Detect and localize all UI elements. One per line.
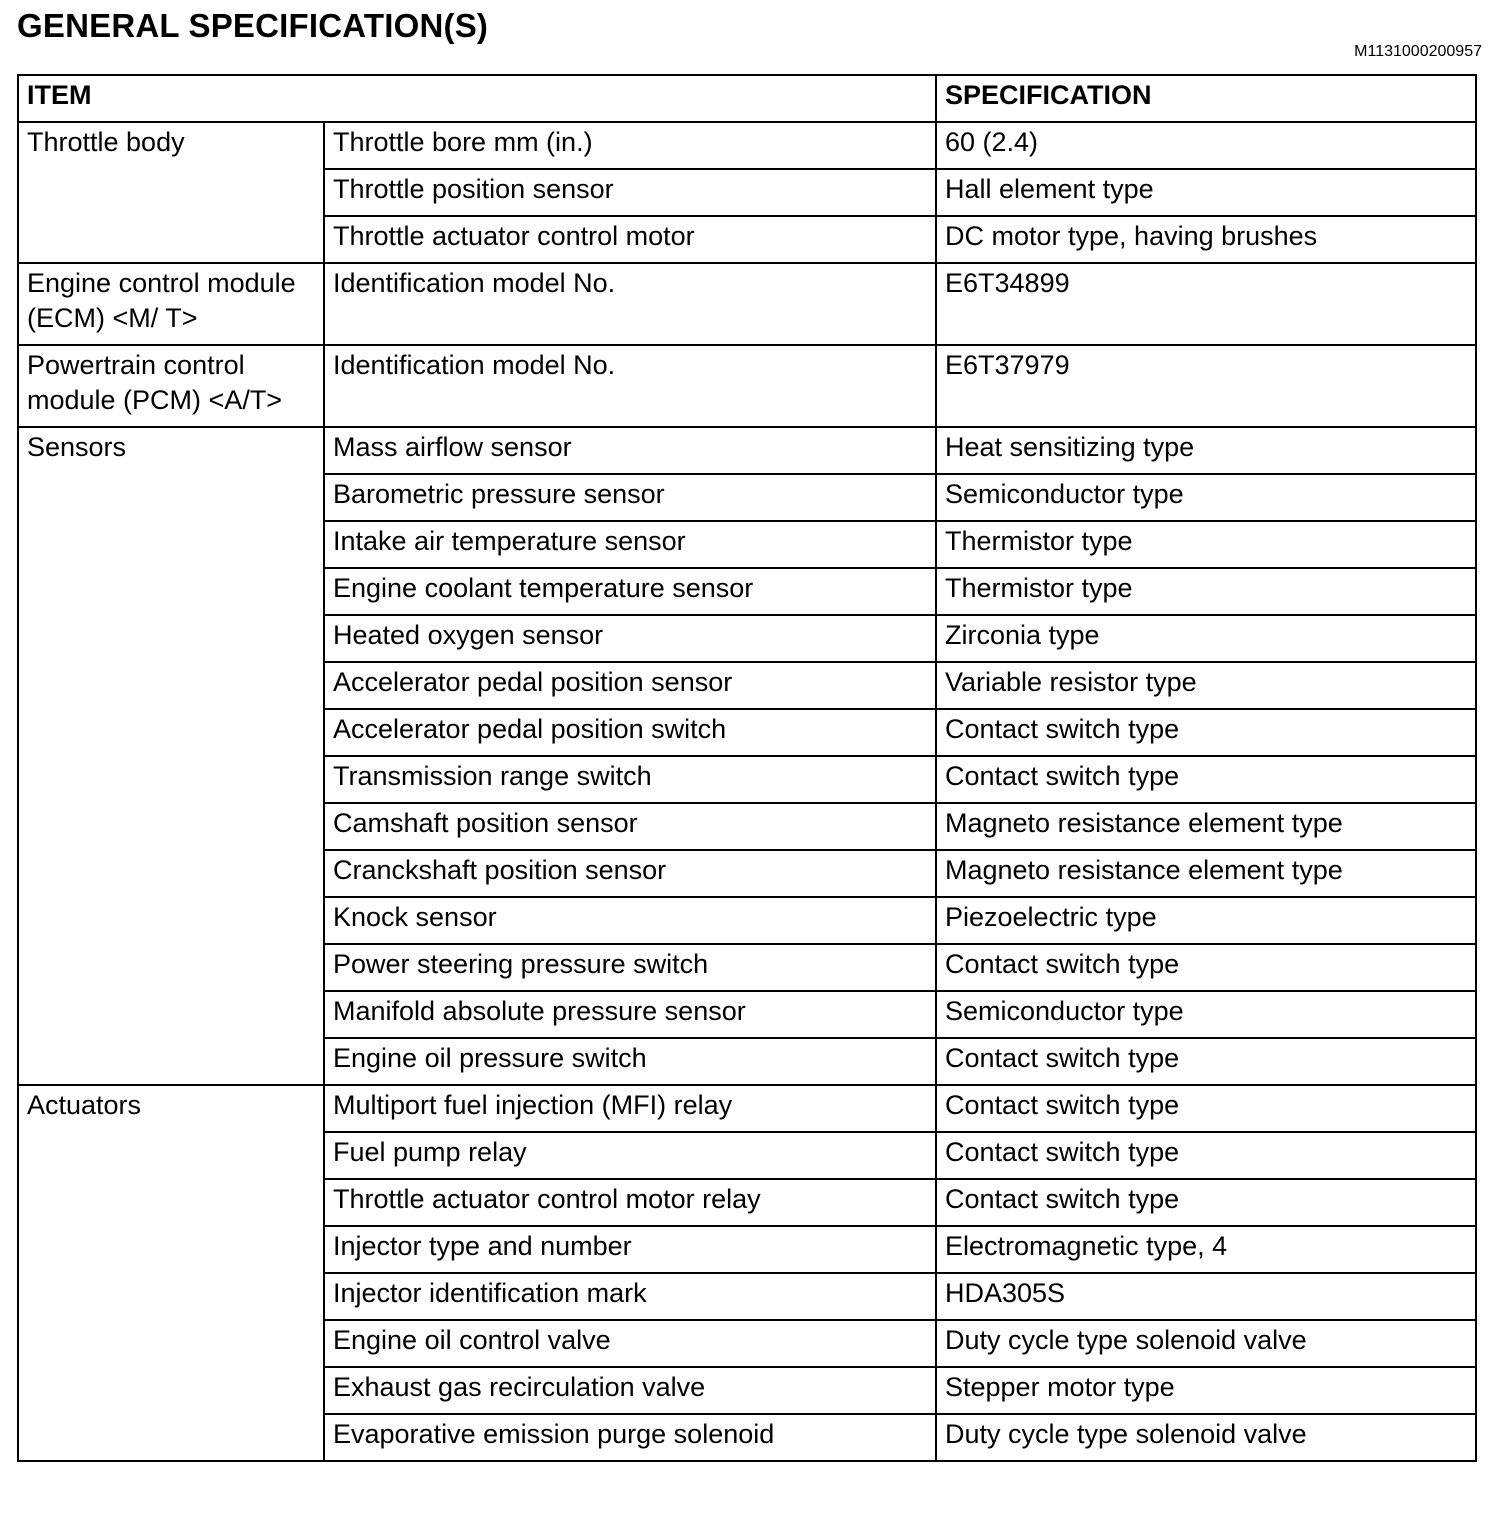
specification-cell: E6T37979 (936, 345, 1476, 427)
specification-cell: Magneto resistance element type (936, 850, 1476, 897)
sub-item-cell: Fuel pump relay (324, 1132, 936, 1179)
sub-item-cell: Accelerator pedal position sensor (324, 662, 936, 709)
specification-cell: Thermistor type (936, 568, 1476, 615)
specification-cell: Magneto resistance element type (936, 803, 1476, 850)
sub-item-cell: Heated oxygen sensor (324, 615, 936, 662)
sub-item-cell: Intake air temperature sensor (324, 521, 936, 568)
specification-cell: Variable resistor type (936, 662, 1476, 709)
specification-cell: Contact switch type (936, 1085, 1476, 1132)
specification-cell: DC motor type, having brushes (936, 216, 1476, 263)
sub-item-cell: Accelerator pedal position switch (324, 709, 936, 756)
item-group-cell: Engine control module (ECM) <M/ T> (18, 263, 324, 345)
table-row (18, 1085, 1476, 1132)
sub-item-cell: Throttle actuator control motor relay (324, 1179, 936, 1226)
sub-item-cell: Throttle position sensor (324, 169, 936, 216)
specification-cell: 60 (2.4) (936, 122, 1476, 169)
specification-cell: Stepper motor type (936, 1367, 1476, 1414)
specification-cell: Semiconductor type (936, 991, 1476, 1038)
sub-item-cell: Exhaust gas recirculation valve (324, 1367, 936, 1414)
item-group-cell: Actuators (18, 1085, 324, 1461)
specification-table (17, 74, 1477, 1462)
specification-cell: Piezoelectric type (936, 897, 1476, 944)
specification-cell: Duty cycle type solenoid valve (936, 1320, 1476, 1367)
specification-cell: Hall element type (936, 169, 1476, 216)
sub-item-cell: Power steering pressure switch (324, 944, 936, 991)
specification-cell: Thermistor type (936, 521, 1476, 568)
specification-cell: Duty cycle type solenoid valve (936, 1414, 1476, 1461)
specification-cell: Contact switch type (936, 1038, 1476, 1085)
table-header-row (18, 75, 1476, 122)
table-row (18, 122, 1476, 169)
sub-item-cell: Throttle bore mm (in.) (324, 122, 936, 169)
sub-item-cell: Cranckshaft position sensor (324, 850, 936, 897)
specification-cell: Contact switch type (936, 756, 1476, 803)
specification-cell: Contact switch type (936, 944, 1476, 991)
item-group-cell: Powertrain control module (PCM) <A/T> (18, 345, 324, 427)
specification-cell: Zirconia type (936, 615, 1476, 662)
sub-item-cell: Throttle actuator control motor (324, 216, 936, 263)
sub-item-cell: Mass airflow sensor (324, 427, 936, 474)
sub-item-cell: Camshaft position sensor (324, 803, 936, 850)
sub-item-cell: Knock sensor (324, 897, 936, 944)
specification-cell: Contact switch type (936, 709, 1476, 756)
header-specification: SPECIFICATION (936, 75, 1476, 122)
sub-item-cell: Engine oil control valve (324, 1320, 936, 1367)
table-row (18, 263, 1476, 345)
table-row (18, 427, 1476, 474)
sub-item-cell: Evaporative emission purge solenoid (324, 1414, 936, 1461)
specification-cell: Heat sensitizing type (936, 427, 1476, 474)
sub-item-cell: Engine oil pressure switch (324, 1038, 936, 1085)
document-code: M1131000200957 (1354, 43, 1482, 60)
page-title: GENERAL SPECIFICATION(S) (17, 7, 489, 44)
item-group-cell: Throttle body (18, 122, 324, 263)
specification-cell: Contact switch type (936, 1179, 1476, 1226)
specification-cell: Electromagnetic type, 4 (936, 1226, 1476, 1273)
header-item: ITEM (18, 75, 936, 122)
table-row (18, 345, 1476, 427)
sub-item-cell: Transmission range switch (324, 756, 936, 803)
sub-item-cell: Barometric pressure sensor (324, 474, 936, 521)
sub-item-cell: Multiport fuel injection (MFI) relay (324, 1085, 936, 1132)
specification-cell: HDA305S (936, 1273, 1476, 1320)
sub-item-cell: Identification model No. (324, 263, 936, 345)
item-group-cell: Sensors (18, 427, 324, 1085)
sub-item-cell: Manifold absolute pressure sensor (324, 991, 936, 1038)
sub-item-cell: Injector type and number (324, 1226, 936, 1273)
sub-item-cell: Injector identification mark (324, 1273, 936, 1320)
specification-cell: E6T34899 (936, 263, 1476, 345)
sub-item-cell: Engine coolant temperature sensor (324, 568, 936, 615)
sub-item-cell: Identification model No. (324, 345, 936, 427)
specification-cell: Semiconductor type (936, 474, 1476, 521)
specification-cell: Contact switch type (936, 1132, 1476, 1179)
table-body (18, 122, 1476, 1461)
